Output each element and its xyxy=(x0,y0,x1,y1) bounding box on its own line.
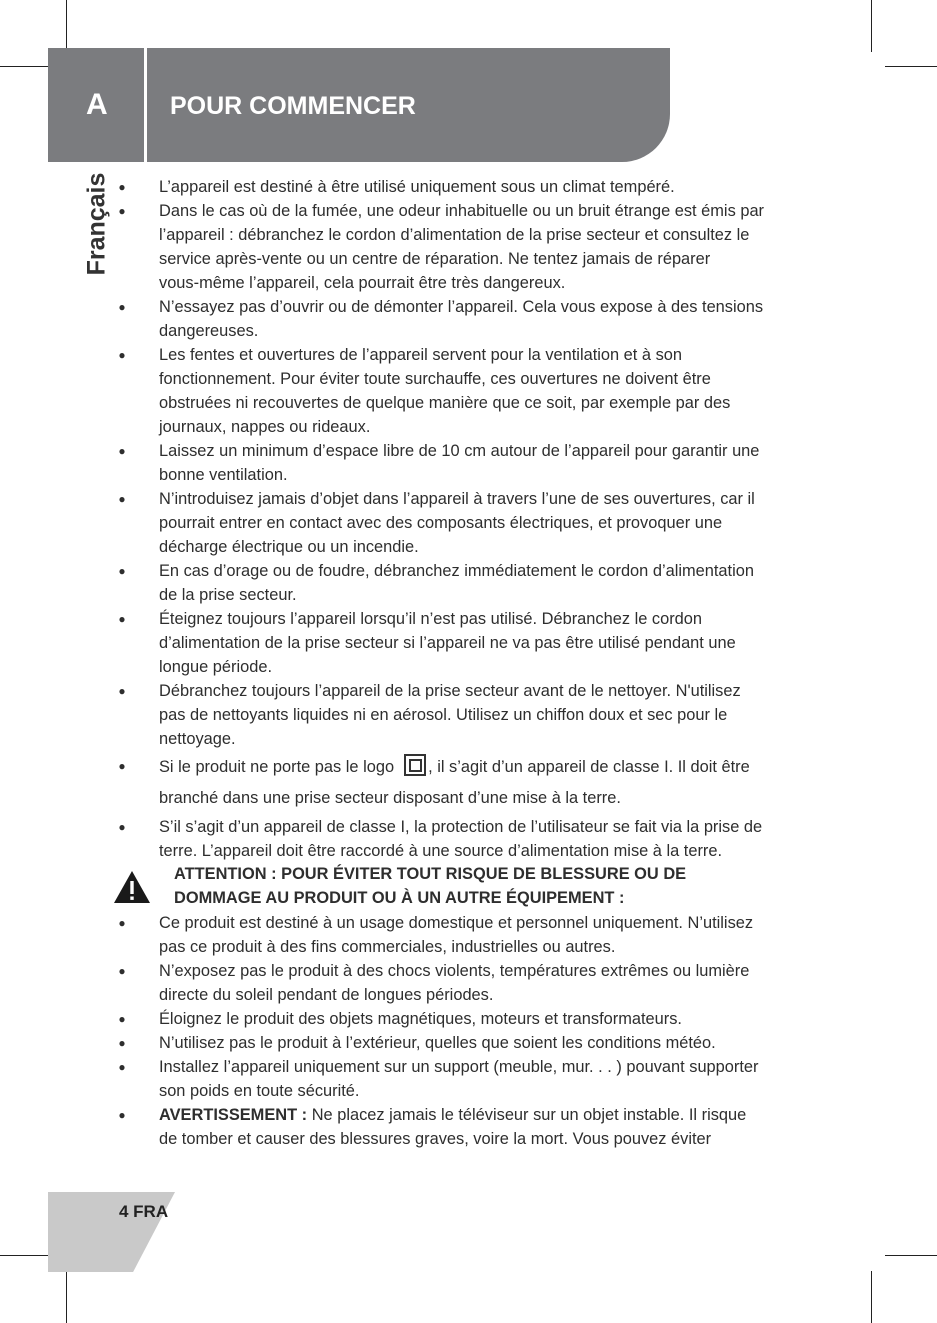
item-text: N’utilisez pas le produit à l’extérieur, quelles que soient les conditions météo. xyxy=(159,1034,716,1052)
list-item xyxy=(0,679,937,751)
bullet: ● xyxy=(118,1060,126,1074)
bullet: ● xyxy=(118,820,126,834)
crop-mark xyxy=(871,1271,872,1323)
warning-triangle-icon xyxy=(113,870,151,904)
item-text: son poids en toute sécurité. xyxy=(159,1082,360,1100)
language-tab: Français xyxy=(82,172,111,276)
item-text: N’introduisez jamais d’objet dans l’appareil à travers l’une de ses ouvertures, car il xyxy=(159,490,755,508)
page-title: POUR COMMENCER xyxy=(170,92,416,120)
item-text: Laissez un minimum d’espace libre de 10 cm autour de l’appareil pour garantir une xyxy=(159,442,760,460)
item-text: longue période. xyxy=(159,658,273,676)
bullet: ● xyxy=(118,916,126,930)
section-letter: A xyxy=(86,88,108,121)
bullet: ● xyxy=(118,612,126,626)
list-item xyxy=(0,1055,937,1103)
item-text: S’il s’agit d’un appareil de classe I, la protection de l’utilisateur se fait via la prise de xyxy=(159,818,763,836)
item-text: , il s’agit d’un appareil de classe I. Il doit être xyxy=(428,758,750,776)
item-text: Si le produit ne porte pas le logo xyxy=(159,758,395,776)
bullet: ● xyxy=(118,1036,126,1050)
item-text: Ne placez jamais le téléviseur sur un objet instable. Il risque xyxy=(307,1106,747,1124)
bullet: ● xyxy=(118,684,126,698)
item-text: pas de nettoyants liquides ni en aérosol. Utilisez un chiffon doux et sec pour le xyxy=(159,706,728,724)
item-text: de tomber et causer des blessures graves, voire la mort. Vous pouvez éviter xyxy=(159,1130,712,1148)
header-divider xyxy=(144,48,147,162)
page-number: 4 FRA xyxy=(119,1202,169,1221)
warning-label: AVERTISSEMENT : xyxy=(159,1106,308,1124)
bullet: ● xyxy=(118,204,126,218)
list-item xyxy=(0,1007,937,1031)
item-text: obstruées ni recouvertes de quelque manière que ce soit, par exemple par des xyxy=(159,394,731,412)
list-item xyxy=(0,439,937,487)
item-text: En cas d’orage ou de foudre, débranchez immédiatement le cordon d’alimentation xyxy=(159,562,754,580)
item-text: Éloignez le produit des objets magnétiques, moteurs et transformateurs. xyxy=(159,1010,682,1028)
list-item-logo xyxy=(0,754,937,810)
item-text: L’appareil est destiné à être utilisé uniquement sous un climat tempéré. xyxy=(159,178,675,196)
section-header xyxy=(48,48,670,162)
bullet: ● xyxy=(118,759,126,773)
item-text: N’exposez pas le produit à des chocs violents, températures extrêmes ou lumière xyxy=(159,962,750,980)
list-item xyxy=(0,559,937,607)
item-text: Débranchez toujours l’appareil de la prise secteur avant de le nettoyer. N'utilisez xyxy=(159,682,741,700)
item-text: Installez l’appareil uniquement sur un support (meuble, mur. . . ) pouvant supporter xyxy=(159,1058,759,1076)
item-text: service après-vente ou un centre de réparation. Ne tentez jamais de réparer xyxy=(159,250,711,268)
list-item xyxy=(0,175,937,199)
crop-mark xyxy=(871,0,872,52)
list-item xyxy=(0,1031,937,1055)
attention-text: ATTENTION : POUR ÉVITER TOUT RISQUE DE BLESSURE OU DE xyxy=(174,865,687,883)
item-text: l’appareil : débranchez le cordon d’alimentation de la prise secteur et consultez le xyxy=(159,226,750,244)
list-item xyxy=(0,295,937,343)
item-text: N’essayez pas d’ouvrir ou de démonter l’appareil. Cela vous expose à des tensions xyxy=(159,298,764,316)
crop-mark xyxy=(0,1255,52,1256)
list-item-class xyxy=(0,815,937,863)
list-item xyxy=(0,487,937,559)
item-text: Les fentes et ouvertures de l’appareil servent pour la ventilation et à son xyxy=(159,346,682,364)
attention-text: DOMMAGE AU PRODUIT OU À UN AUTRE ÉQUIPEMENT : xyxy=(174,889,625,907)
item-text: journaux, nappes ou rideaux. xyxy=(159,418,371,436)
bullet: ● xyxy=(118,444,126,458)
item-text: Ce produit est destiné à un usage domestique et personnel uniquement. N’utilisez xyxy=(159,914,754,932)
item-text: d’alimentation de la prise secteur si l’appareil ne va pas être utilisé pendant une xyxy=(159,634,736,652)
item-text: pas ce produit à des fins commerciales, industrielles ou autres. xyxy=(159,938,616,956)
item-text: bonne ventilation. xyxy=(159,466,288,484)
item-text: pourrait entrer en contact avec des composants électriques, et provoquer une xyxy=(159,514,723,532)
crop-mark xyxy=(885,66,937,67)
item-text: directe du soleil pendant de longues périodes. xyxy=(159,986,494,1004)
item-text: vous-même l’appareil, cela pourrait être très dangereux. xyxy=(159,274,566,292)
crop-mark xyxy=(885,1255,937,1256)
item-text: décharge électrique ou un incendie. xyxy=(159,538,419,556)
crop-mark xyxy=(66,0,67,48)
item-text: Éteignez toujours l’appareil lorsqu’il n’est pas utilisé. Débranchez le cordon xyxy=(159,610,703,628)
list-item xyxy=(0,607,937,679)
class-ii-logo-icon xyxy=(404,754,426,776)
item-text: dangereuses. xyxy=(159,322,259,340)
bullet: ● xyxy=(118,348,126,362)
bullet: ● xyxy=(118,1108,126,1122)
list-item xyxy=(0,199,937,295)
item-text: de la prise secteur. xyxy=(159,586,297,604)
bullet: ● xyxy=(118,1012,126,1026)
item-text: branché dans une prise secteur disposant d’une mise à la terre. xyxy=(159,789,621,807)
bullet: ● xyxy=(118,564,126,578)
list-item-warning xyxy=(0,1103,937,1151)
bullet: ● xyxy=(118,300,126,314)
bullet: ● xyxy=(118,180,126,194)
list-item xyxy=(0,343,937,439)
safety-list xyxy=(0,172,937,1151)
list-item xyxy=(0,959,937,1007)
crop-mark xyxy=(0,66,52,67)
item-text: fonctionnement. Pour éviter toute surchauffe, ces ouvertures ne doivent être xyxy=(159,370,711,388)
item-text: terre. L’appareil doit être raccordé à une source d’alimentation mise à la terre. xyxy=(159,842,723,860)
item-text: Dans le cas où de la fumée, une odeur inhabituelle ou un bruit étrange est émis par xyxy=(159,202,765,220)
item-text: nettoyage. xyxy=(159,730,236,748)
attention-heading xyxy=(0,862,937,910)
bullet: ● xyxy=(118,492,126,506)
bullet: ● xyxy=(118,964,126,978)
list-item xyxy=(0,911,937,959)
crop-mark xyxy=(66,1271,67,1323)
